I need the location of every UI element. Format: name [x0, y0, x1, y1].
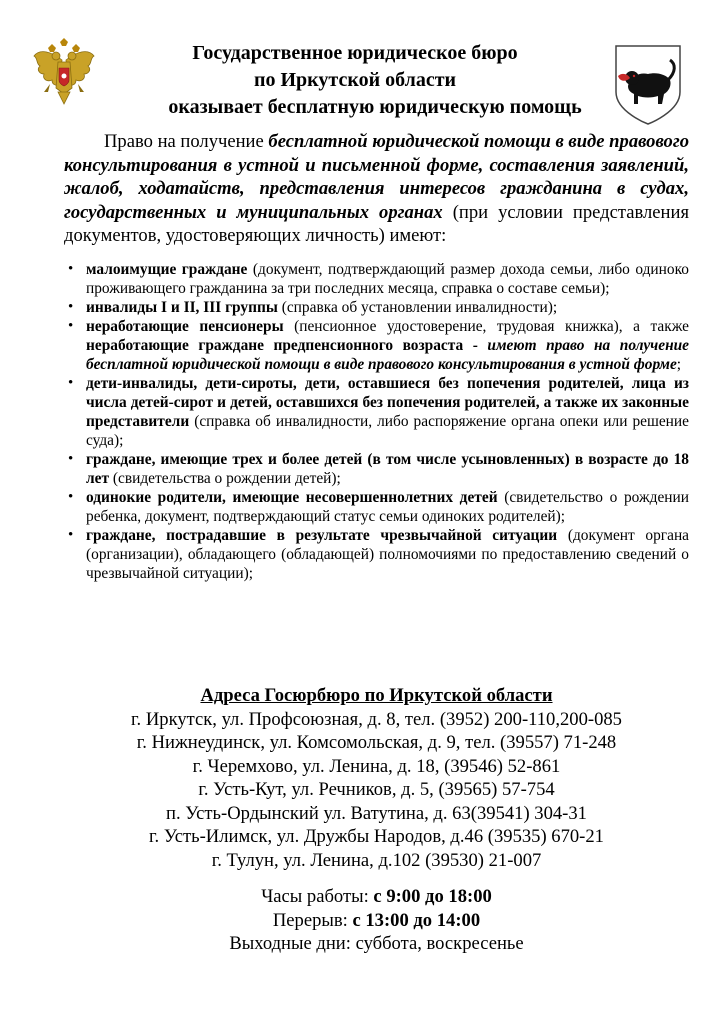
- category-docs: (пенсионное удостоверение, трудовая книжка), а также: [283, 318, 689, 335]
- bullet-icon: •: [68, 299, 74, 315]
- category-docs: (свидетельство о рождении ребенка, документ, подтверждающий статус семьи одиноких родителей);: [86, 489, 689, 525]
- list-item: [68, 450, 689, 488]
- list-item: [68, 298, 689, 317]
- bullet-icon: •: [68, 318, 74, 334]
- list-item: [68, 488, 689, 526]
- category-name: граждане, имеющие трех и более детей (в том числе усыновленных) в возрасте до 18 лет: [86, 451, 689, 487]
- category-docs: (справка об установлении инвалидности);: [277, 299, 558, 316]
- category-docs: (справка об инвалидности, либо распоряжение органа опеки или решение суда);: [86, 413, 689, 449]
- category-docs: (документ, подтверждающий размер дохода семьи, либо одиноко проживающего гражданина за три последних месяца, справка о составе семьи);: [86, 261, 689, 297]
- category-name: одинокие родители, имеющие несовершеннолетних детей: [86, 489, 498, 506]
- intro-text-1: Право на получение: [104, 131, 269, 152]
- bullet-icon: •: [68, 375, 74, 391]
- category-tail: ;: [676, 356, 682, 373]
- working-hours-section: [64, 885, 689, 956]
- category-docs: (документ органа (организации), обладающего (обладающей) полномочиями по предоставлению сведений о чрезвычайной ситуации);: [86, 527, 690, 582]
- address-line: г. Тулун, ул. Ленина, д.102 (39530) 21-007: [211, 849, 542, 871]
- list-item: [68, 317, 689, 374]
- header-line-1: Государственное юридическое бюро: [192, 42, 518, 64]
- category-name: граждане, пострадавшие в результате чрезвычайной ситуации: [86, 527, 558, 544]
- addresses-section: [64, 684, 689, 872]
- category-name: дети-инвалиды, дети-сироты, дети, оставшиеся без попечения родителей, лица из числа детей-сирот и детей, оставшихся без попечения родителей, а также их законные представители: [86, 375, 689, 430]
- category-name: неработающие пенсионеры: [86, 318, 284, 335]
- break-line: [64, 909, 689, 933]
- work-hours-value: с 9:00 до 18:00: [373, 886, 492, 907]
- work-hours-line: [64, 885, 689, 909]
- addresses-title: Адреса Госюрбюро по Иркутской области: [200, 685, 553, 706]
- break-label: Перерыв:: [272, 909, 353, 931]
- list-item: [68, 374, 689, 450]
- list-item: [68, 260, 689, 298]
- category-name: малоимущие граждане: [86, 261, 248, 278]
- intro-text-2: бесплатной юридической помощи в виде правового консультирования в устной и письменной форме, составления заявлений, жалоб, ходатайств, представления интересов гражданина в судах, государственных и муниципальных органах: [64, 131, 689, 223]
- intro-text-3: (при условии представления документов, удостоверяющих личность) имеют:: [64, 201, 690, 246]
- break-value: с 13:00 до 14:00: [352, 909, 481, 931]
- address-line: г. Усть-Кут, ул. Речников, д. 5, (39565) 57-754: [198, 779, 555, 800]
- address-line: г. Усть-Илимск, ул. Дружбы Народов, д.46 (39535) 670-21: [149, 826, 604, 847]
- intro-paragraph: [64, 130, 689, 248]
- header-line-2: по Иркутской области: [253, 69, 457, 91]
- category-note: имеют право на получение бесплатной юридической помощи в виде правового консультирования в устной форме: [86, 337, 689, 373]
- irkutsk-oblast-coat-of-arms-icon: [612, 42, 684, 126]
- category-docs: (свидетельства о рождении детей);: [109, 470, 341, 487]
- bullet-icon: •: [68, 261, 74, 277]
- category-name-secondary: неработающие граждане предпенсионного возраста -: [86, 337, 488, 354]
- bullet-icon: •: [68, 527, 74, 543]
- russia-coat-of-arms-icon: [32, 38, 96, 110]
- eligible-categories-list: [68, 260, 690, 583]
- work-hours-label: Часы работы:: [261, 886, 374, 907]
- list-item: [68, 526, 690, 583]
- category-name: инвалиды I и II, III группы: [86, 299, 278, 316]
- header-line-3: оказывает бесплатную юридическую помощь: [168, 96, 582, 118]
- address-line: г. Иркутск, ул. Профсоюзная, д. 8, тел. (3952) 200-110,200-085: [131, 708, 622, 730]
- weekend-line: Выходные дни: суббота, воскресенье: [229, 933, 524, 954]
- address-line: г. Нижнеудинск, ул. Комсомольская, д. 9, тел. (39557) 71-248: [136, 732, 617, 753]
- document-header: [100, 40, 610, 121]
- address-line: г. Черемхово, ул. Ленина, д. 18, (39546) 52-861: [192, 755, 561, 777]
- bullet-icon: •: [68, 489, 74, 505]
- address-line: п. Усть-Ордынский ул. Ватутина, д. 63(39541) 304-31: [166, 802, 587, 824]
- bullet-icon: •: [68, 451, 74, 467]
